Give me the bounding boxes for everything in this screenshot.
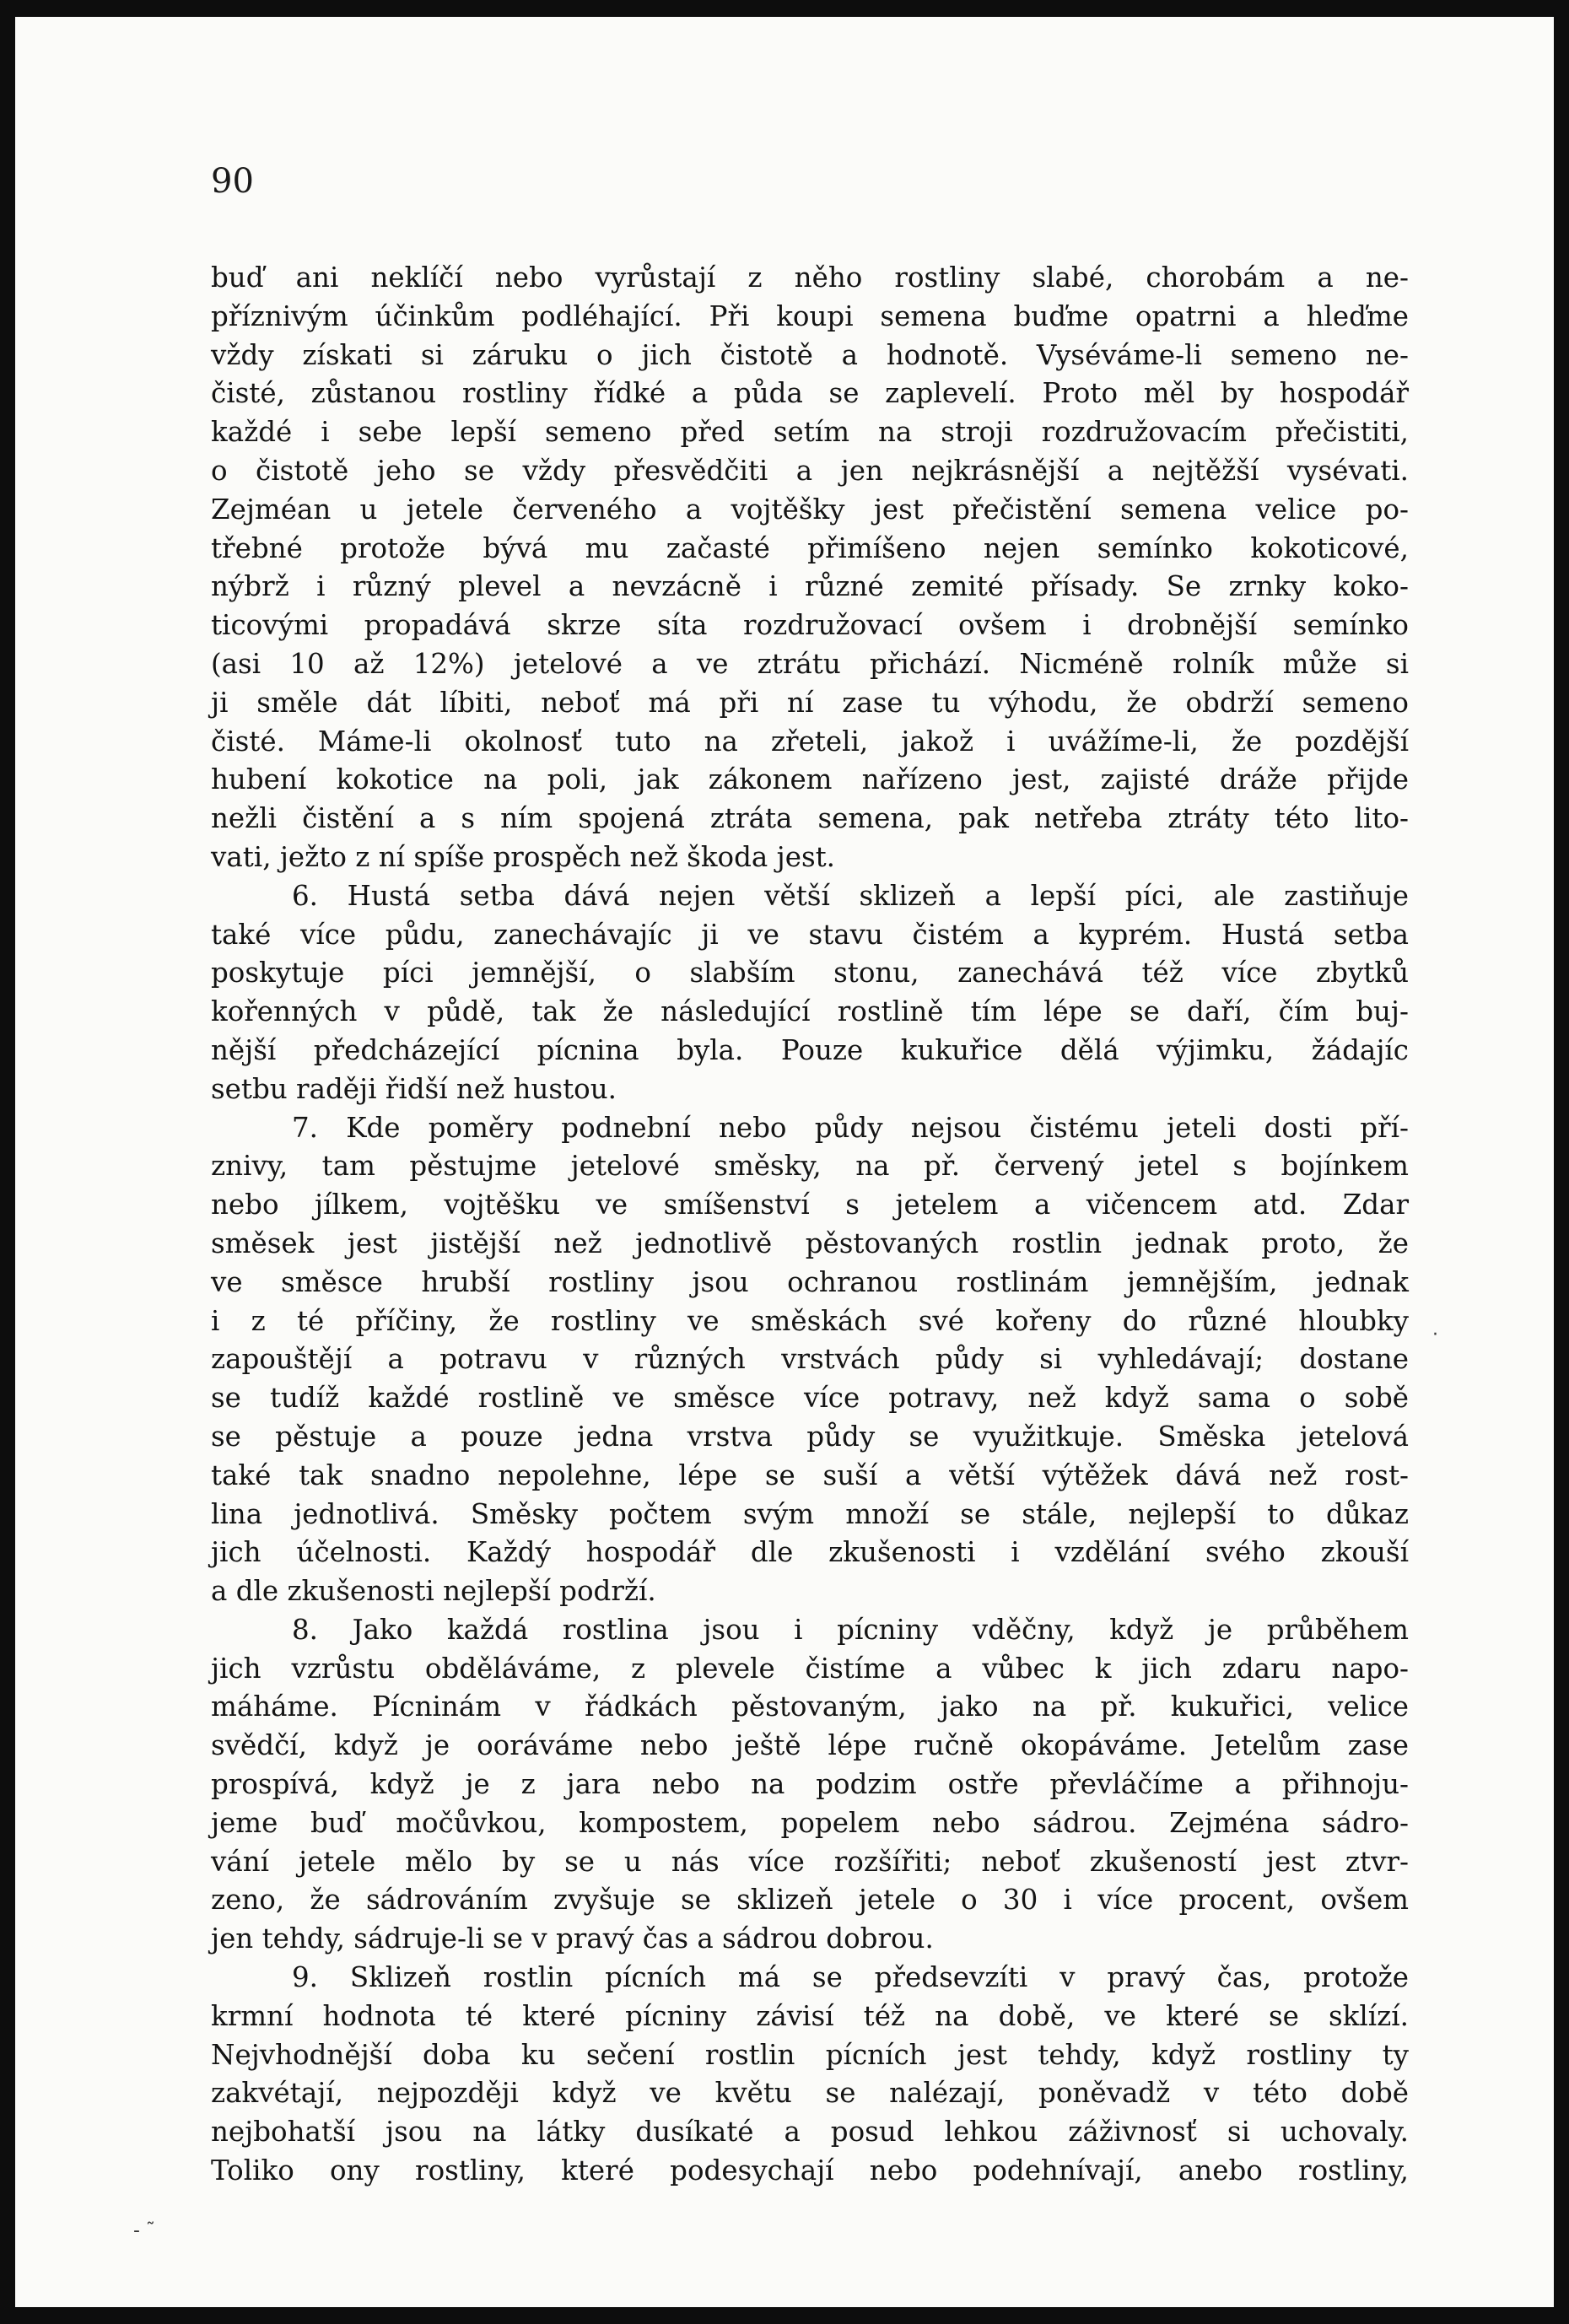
scanned-page xyxy=(15,17,1554,2307)
text-line: jich vzrůstu obděláváme, z plevele čistíme a vůbec k jich zdaru napo- xyxy=(211,1652,1409,1685)
text-line: buď ani neklíčí nebo vyrůstají z něho rostliny slabé, chorobám a ne- xyxy=(211,262,1409,294)
text-line: směsek jest jistější než jednotlivě pěstovaných rostlin jednak proto, že xyxy=(211,1227,1409,1259)
text-line: nýbrž i různý plevel a nevzácně i různé zemité přísady. Se zrnky koko- xyxy=(211,570,1409,603)
text-line: zeno, že sádrováním zvyšuje se sklizeň jetele o 30 i více procent, ovšem xyxy=(211,1884,1409,1917)
text-line: lina jednotlivá. Směsky počtem svým množí se stále, nejlepší to důkaz xyxy=(211,1497,1409,1530)
text-line: vání jetele mělo by se u nás více rozšířiti; neboť zkušeností jest ztvr- xyxy=(211,1845,1409,1878)
text-line: ji směle dát líbiti, neboť má při ní zase tu výhodu, že obdrží semeno xyxy=(211,686,1409,719)
text-line: třebné protože bývá mu začasté přimíšeno nejen semínko kokoticové, xyxy=(211,531,1409,564)
text-line: kořenných v půdě, tak že následující rostlině tím lépe se daří, čím buj- xyxy=(211,995,1409,1028)
text-line: (asi 10 až 12%) jetelové a ve ztrátu přichází. Nicméně rolník může si xyxy=(211,647,1409,680)
text-line: nejbohatší jsou na látky dusíkaté a posud lehkou záživnosť si uchovaly. xyxy=(211,2116,1409,2149)
text-line: ticovými propadává skrze síta rozdružovací ovšem i drobnější semínko xyxy=(211,609,1409,642)
text-line: také více půdu, zanechávajíc ji ve stavu čistém a kyprém. Hustá setba xyxy=(211,918,1409,951)
text-line: 9. Sklizeň rostlin pícních má se předsevzíti v pravý čas, protože xyxy=(292,1961,1409,1994)
text-line: zakvétají, nejpozději když ve květu se nalézají, poněvadž v této době xyxy=(211,2077,1409,2110)
text-line: nežli čistění a s ním spojená ztráta semena, pak netřeba ztráty této lito- xyxy=(211,802,1409,835)
text-line: jeme buď močůvkou, kompostem, popelem nebo sádrou. Zejména sádro- xyxy=(211,1806,1409,1839)
text-line: krmní hodnota té které pícniny závisí též na době, ve které se sklízí. xyxy=(211,1999,1409,2032)
text-line: zapouštějí a potravu v různých vrstvách půdy si vyhledávají; dostane xyxy=(211,1343,1409,1376)
text-line: také tak snadno nepolehne, lépe se suší a větší výtěžek dává než rost- xyxy=(211,1459,1409,1491)
text-line: o čistotě jeho se vždy přesvědčiti a jen nejkrásnější a nejtěžší vysévati. xyxy=(211,454,1409,487)
text-line: vždy získati si záruku o jich čistotě a hodnotě. Vyséváme-li semeno ne- xyxy=(211,338,1409,371)
text-line: 7. Kde poměry podnební nebo půdy nejsou čistému jeteli dosti pří- xyxy=(292,1111,1409,1144)
text-line: Zejméan u jetele červeného a vojtěšky jest přečistění semena velice po- xyxy=(211,493,1409,526)
scan-speck: · xyxy=(1432,1324,1438,1345)
text-line: 6. Hustá setba dává nejen větší sklizeň a lepší píci, ale zastiňuje xyxy=(292,879,1409,912)
text-line: nější předcházející pícnina byla. Pouze kukuřice dělá výjimku, žádajíc xyxy=(211,1033,1409,1066)
body-text xyxy=(211,259,1409,2191)
text-line: čisté. Máme-li okolnosť tuto na zřeteli, jakož i uvážíme-li, že pozdější xyxy=(211,725,1409,758)
page-number: 90 xyxy=(211,162,254,201)
scan-speck: ‐ ˜ xyxy=(133,2220,155,2241)
text-line: jen tehdy, sádruje-li se v pravý čas a sádrou dobrou. xyxy=(211,1922,934,1955)
text-line: ve směsce hrubší rostliny jsou ochranou rostlinám jemnějším, jednak xyxy=(211,1265,1409,1298)
text-line: každé i sebe lepší semeno před setím na stroji rozdružovacím přečistiti, xyxy=(211,416,1409,449)
text-line: hubení kokotice na poli, jak zákonem nařízeno jest, zajisté dráže přijde xyxy=(211,763,1409,796)
text-line: vati, ježto z ní spíše prospěch než škoda jest. xyxy=(211,840,836,873)
text-line: setbu raději řidší než hustou. xyxy=(211,1072,617,1105)
text-line: svědčí, když je ooráváme nebo ještě lépe ručně okopáváme. Jetelům zase xyxy=(211,1729,1409,1762)
text-line: příznivým účinkům podléhající. Při koupi semena buďme opatrni a hleďme xyxy=(211,299,1409,332)
text-line: jich účelnosti. Každý hospodář dle zkušenosti i vzdělání svého zkouší xyxy=(211,1536,1409,1569)
text-line: a dle zkušenosti nejlepší podrží. xyxy=(211,1575,656,1608)
text-line: prospívá, když je z jara nebo na podzim ostře převláčíme a přihnoju- xyxy=(211,1768,1409,1801)
text-line: se tudíž každé rostlině ve směsce více potravy, než když sama o sobě xyxy=(211,1382,1409,1415)
text-line: Nejvhodnější doba ku sečení rostlin pícních jest tehdy, když rostliny ty xyxy=(211,2038,1409,2071)
text-line: poskytuje píci jemnější, o slabším stonu, zanechává též více zbytků xyxy=(211,957,1409,989)
text-line: znivy, tam pěstujme jetelové směsky, na př. červený jetel s bojínkem xyxy=(211,1150,1409,1183)
text-line: i z té příčiny, že rostliny ve směskách své kořeny do různé hloubky xyxy=(211,1304,1409,1337)
text-line: Toliko ony rostliny, které podesychají nebo podehnívají, anebo rostliny, xyxy=(211,2154,1409,2187)
text-line: 8. Jako každá rostlina jsou i pícniny vděčny, když je průběhem xyxy=(292,1613,1409,1646)
text-line: čisté, zůstanou rostliny řídké a půda se zaplevelí. Proto měl by hospodář xyxy=(211,377,1409,410)
text-line: máháme. Pícninám v řádkách pěstovaným, jako na př. kukuřici, velice xyxy=(211,1690,1409,1723)
text-line: nebo jílkem, vojtěšku ve smíšenství s jetelem a vičencem atd. Zdar xyxy=(211,1189,1409,1221)
text-line: se pěstuje a pouze jedna vrstva půdy se využitkuje. Směska jetelová xyxy=(211,1420,1409,1453)
